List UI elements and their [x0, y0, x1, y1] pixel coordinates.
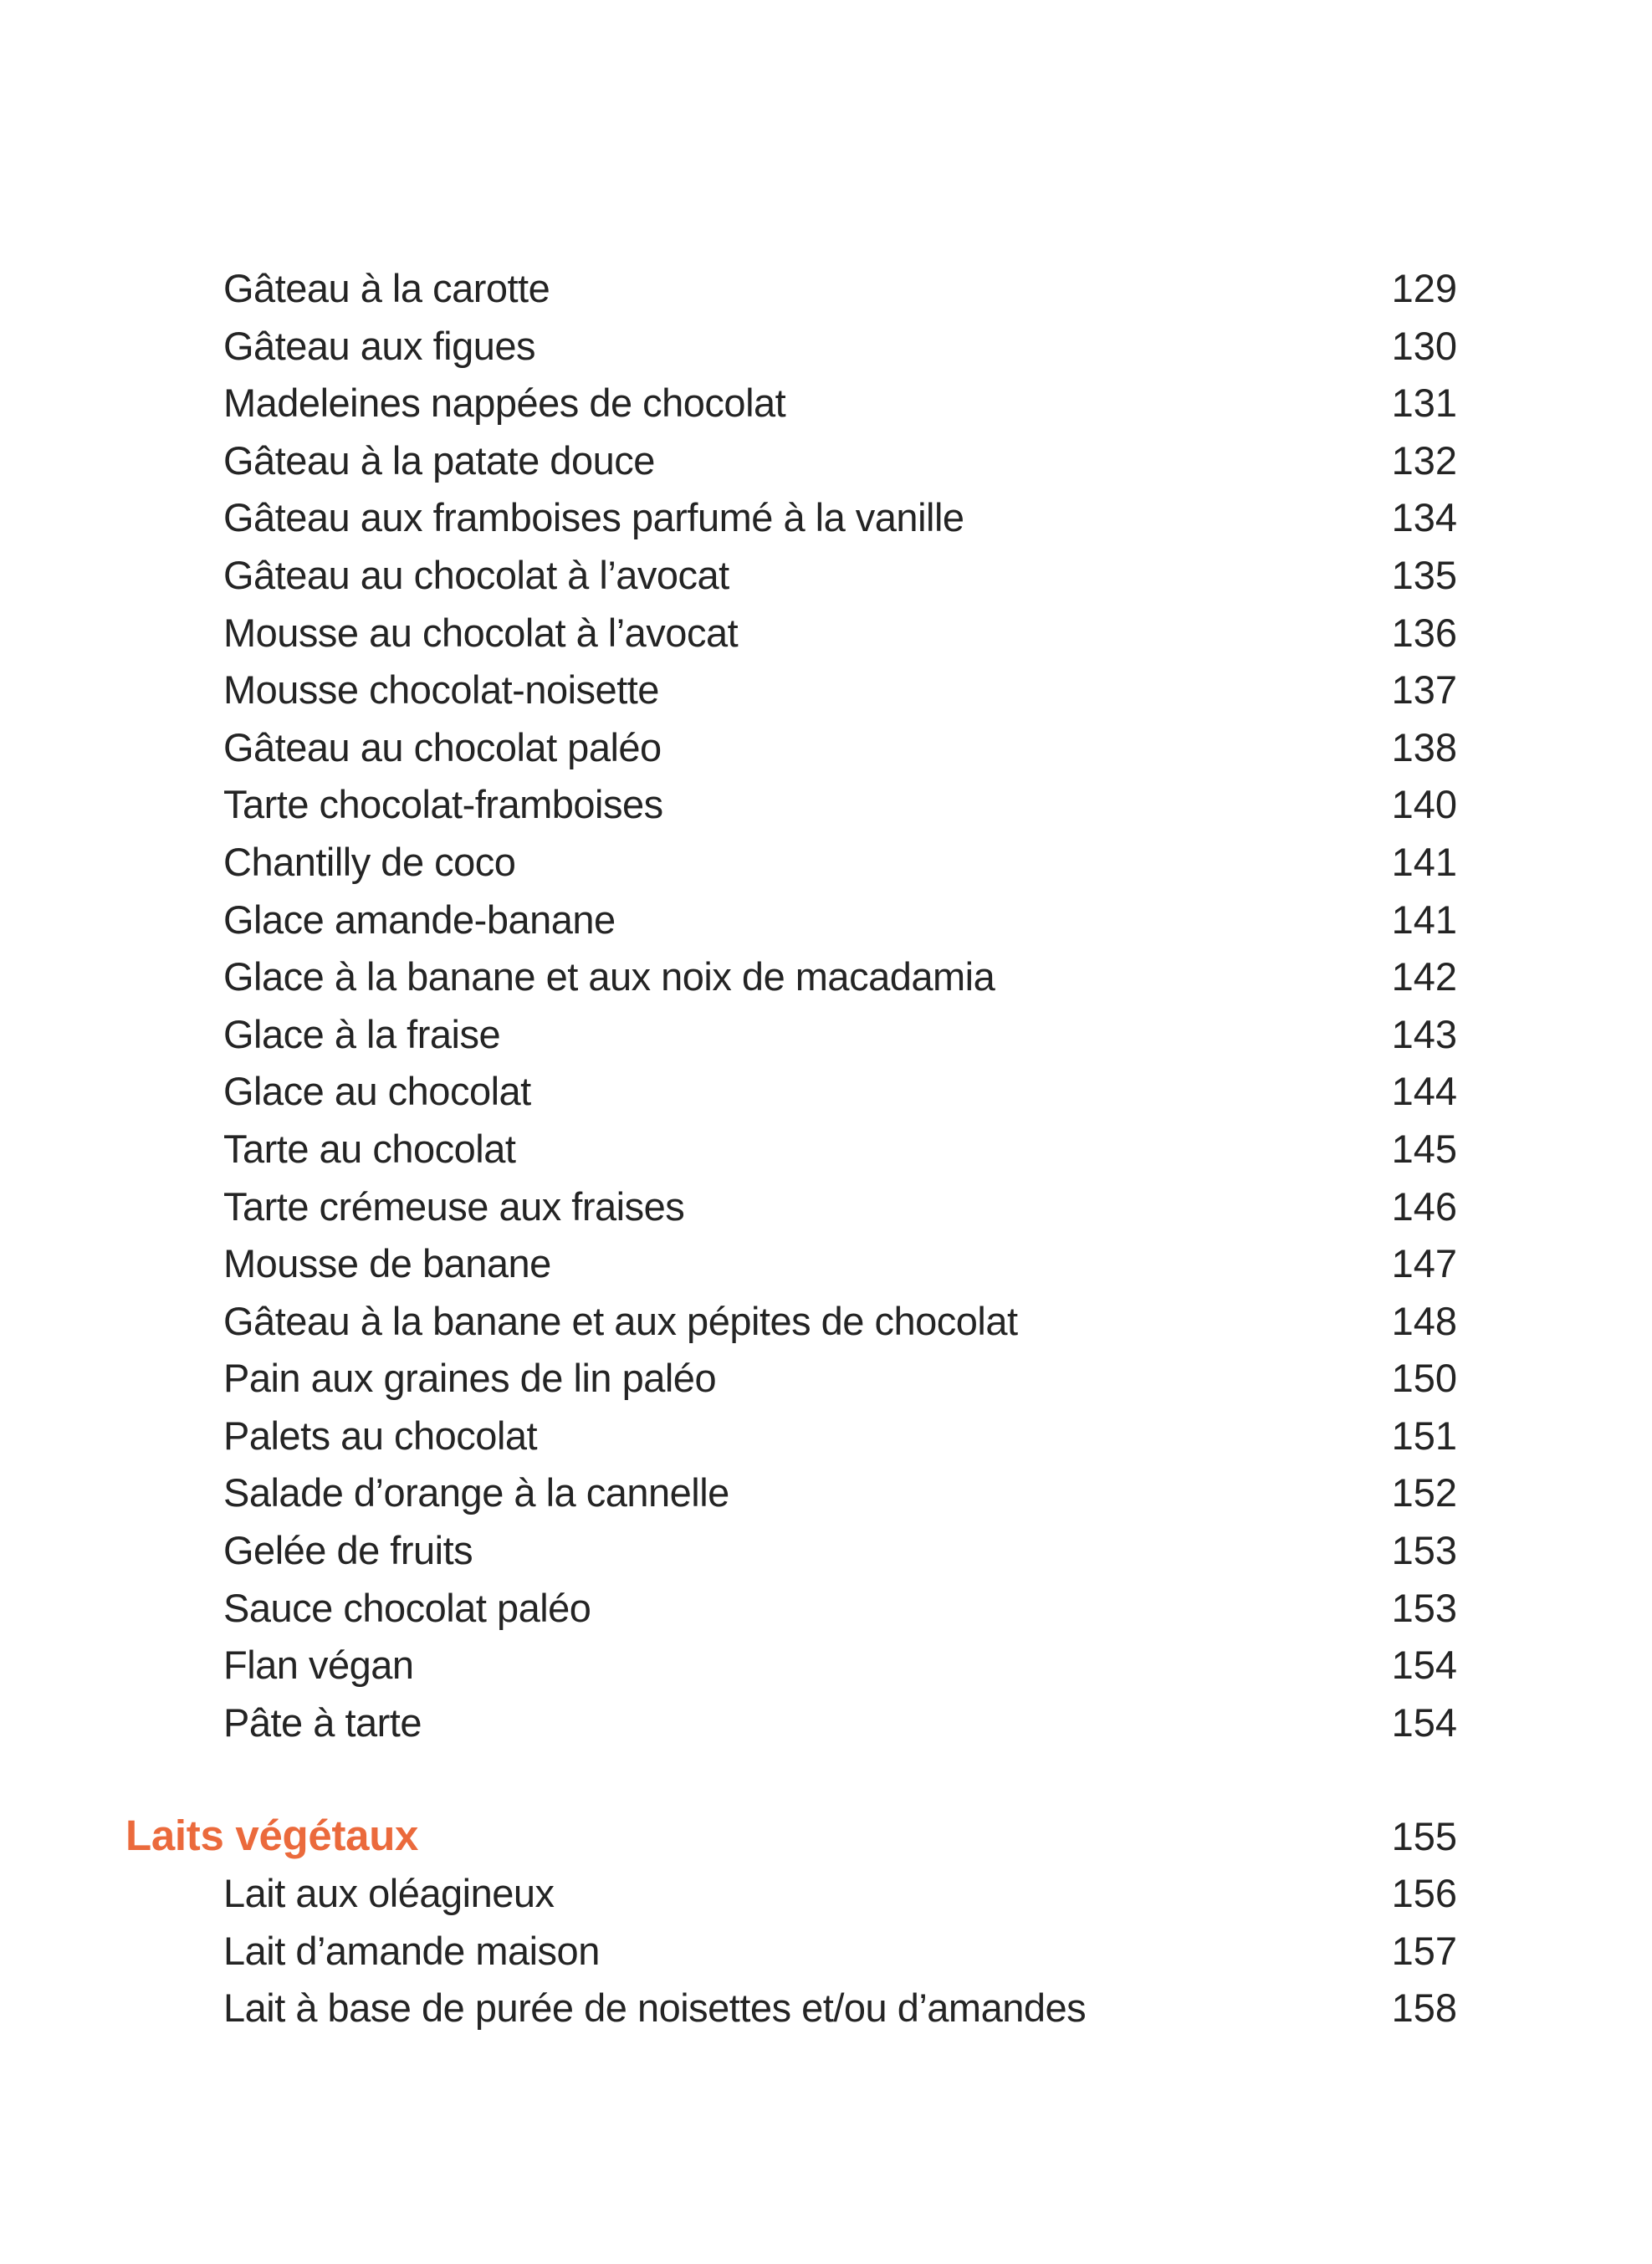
- toc-entry-title: Gâteau au chocolat à l’avocat: [223, 552, 729, 597]
- toc-section-title: Laits végétaux: [125, 1812, 419, 1860]
- toc-entry-page-number: 158: [1391, 1985, 1457, 2031]
- toc-entry-row: [125, 1178, 1457, 1236]
- toc-entry-row: [125, 1694, 1457, 1752]
- toc-entry-row: [125, 1865, 1457, 1923]
- toc-entry-row: [125, 1522, 1457, 1580]
- toc-entry-row: [125, 1350, 1457, 1408]
- toc-entry-title: Chantilly de coco: [223, 839, 516, 884]
- toc-entry-page-number: 145: [1391, 1126, 1457, 1171]
- toc-entry-page-number: 151: [1391, 1413, 1457, 1458]
- toc-entry-row: [125, 489, 1457, 547]
- toc-entry-title: Tarte chocolat-framboises: [223, 782, 663, 827]
- toc-entry-row: [125, 432, 1457, 490]
- toc-entry-title: Lait d’amande maison: [223, 1928, 600, 1973]
- toc-entry-row: [125, 547, 1457, 605]
- toc-entries-group: [125, 260, 1457, 1751]
- toc-entry-row: [125, 1121, 1457, 1178]
- toc-entry-title: Salade d’orange à la cannelle: [223, 1470, 729, 1515]
- toc-entry-page-number: 135: [1391, 552, 1457, 597]
- toc-entry-page-number: 153: [1391, 1585, 1457, 1630]
- toc-entry-title: Glace à la fraise: [223, 1011, 501, 1056]
- toc-entry-page-number: 152: [1391, 1470, 1457, 1515]
- toc-entry-title: Gâteau aux framboises parfumé à la vanille: [223, 495, 964, 540]
- toc-entry-title: Gâteau à la carotte: [223, 266, 550, 310]
- toc-entry-page-number: 132: [1391, 437, 1457, 483]
- toc-entry-page-number: 150: [1391, 1356, 1457, 1401]
- toc-entry-page-number: 143: [1391, 1011, 1457, 1056]
- toc-entry-title: Lait à base de purée de noisettes et/ou d’amandes: [223, 1985, 1087, 2031]
- toc-entry-page-number: 141: [1391, 839, 1457, 884]
- toc-entry-row: [125, 1006, 1457, 1064]
- toc-entry-title: Pain aux graines de lin paléo: [223, 1356, 717, 1401]
- toc-entry-page-number: 138: [1391, 724, 1457, 769]
- section-spacer: [125, 1751, 1457, 1807]
- toc-entry-page-number: 146: [1391, 1183, 1457, 1229]
- toc-entry-row: [125, 948, 1457, 1006]
- toc-entry-title: Gâteau à la banane et aux pépites de chocolat: [223, 1298, 1018, 1343]
- toc-entry-title: Mousse chocolat-noisette: [223, 667, 659, 713]
- toc-entry-row: [125, 892, 1457, 949]
- toc-entry-title: Glace amande-banane: [223, 897, 616, 942]
- toc-entry-row: [125, 1980, 1457, 2037]
- toc-entry-page-number: 154: [1391, 1699, 1457, 1745]
- toc-entry-row: [125, 260, 1457, 318]
- toc-entry-title: Gâteau aux figues: [223, 323, 535, 368]
- toc-list: [125, 260, 1457, 2037]
- toc-entry-title: Lait aux oléagineux: [223, 1871, 555, 1916]
- toc-entry-title: Gelée de fruits: [223, 1528, 473, 1573]
- toc-entry-page-number: 136: [1391, 610, 1457, 655]
- toc-section-page-number: 155: [1391, 1814, 1457, 1859]
- toc-entry-page-number: 147: [1391, 1241, 1457, 1286]
- toc-entry-title: Gâteau à la patate douce: [223, 437, 655, 483]
- toc-entry-row: [125, 776, 1457, 834]
- toc-entry-row: [125, 719, 1457, 777]
- toc-entry-title: Tarte au chocolat: [223, 1126, 516, 1171]
- toc-entry-page-number: 130: [1391, 323, 1457, 368]
- toc-entry-title: Glace au chocolat: [223, 1069, 531, 1114]
- toc-entry-row: [125, 1408, 1457, 1465]
- toc-entry-page-number: 148: [1391, 1298, 1457, 1343]
- toc-entry-row: [125, 1235, 1457, 1293]
- toc-entry-page-number: 142: [1391, 954, 1457, 999]
- toc-entry-page-number: 137: [1391, 667, 1457, 713]
- toc-entry-page-number: 156: [1391, 1871, 1457, 1916]
- toc-entry-title: Mousse au chocolat à l’avocat: [223, 610, 739, 655]
- toc-entry-title: Gâteau au chocolat paléo: [223, 724, 662, 769]
- toc-entry-page-number: 157: [1391, 1928, 1457, 1973]
- toc-entry-title: Tarte crémeuse aux fraises: [223, 1183, 685, 1229]
- toc-entry-row: [125, 605, 1457, 662]
- toc-entry-page-number: 140: [1391, 782, 1457, 827]
- toc-entry-page-number: 144: [1391, 1069, 1457, 1114]
- toc-entry-row: [125, 1637, 1457, 1694]
- toc-entry-title: Pâte à tarte: [223, 1699, 422, 1745]
- toc-entry-row: [125, 1580, 1457, 1638]
- toc-entry-title: Sauce chocolat paléo: [223, 1585, 591, 1630]
- toc-entry-page-number: 131: [1391, 381, 1457, 426]
- toc-entry-row: [125, 1923, 1457, 1980]
- toc-entry-page-number: 153: [1391, 1528, 1457, 1573]
- toc-entry-title: Mousse de banane: [223, 1241, 551, 1286]
- toc-section-header-row: [125, 1807, 1457, 1865]
- toc-entry-page-number: 129: [1391, 266, 1457, 310]
- toc-entry-page-number: 134: [1391, 495, 1457, 540]
- toc-entry-title: Flan végan: [223, 1643, 414, 1688]
- toc-entry-title: Glace à la banane et aux noix de macadamia: [223, 954, 995, 999]
- toc-entry-row: [125, 1063, 1457, 1121]
- toc-section-entries-group: [125, 1865, 1457, 2037]
- toc-entry-row: [125, 662, 1457, 719]
- toc-entry-row: [125, 375, 1457, 432]
- toc-entry-title: Madeleines nappées de chocolat: [223, 381, 786, 426]
- toc-entry-page-number: 154: [1391, 1643, 1457, 1688]
- toc-entry-row: [125, 1293, 1457, 1351]
- toc-entry-page-number: 141: [1391, 897, 1457, 942]
- toc-entry-row: [125, 1464, 1457, 1522]
- toc-entry-row: [125, 318, 1457, 376]
- toc-entry-title: Palets au chocolat: [223, 1413, 538, 1458]
- toc-entry-row: [125, 834, 1457, 892]
